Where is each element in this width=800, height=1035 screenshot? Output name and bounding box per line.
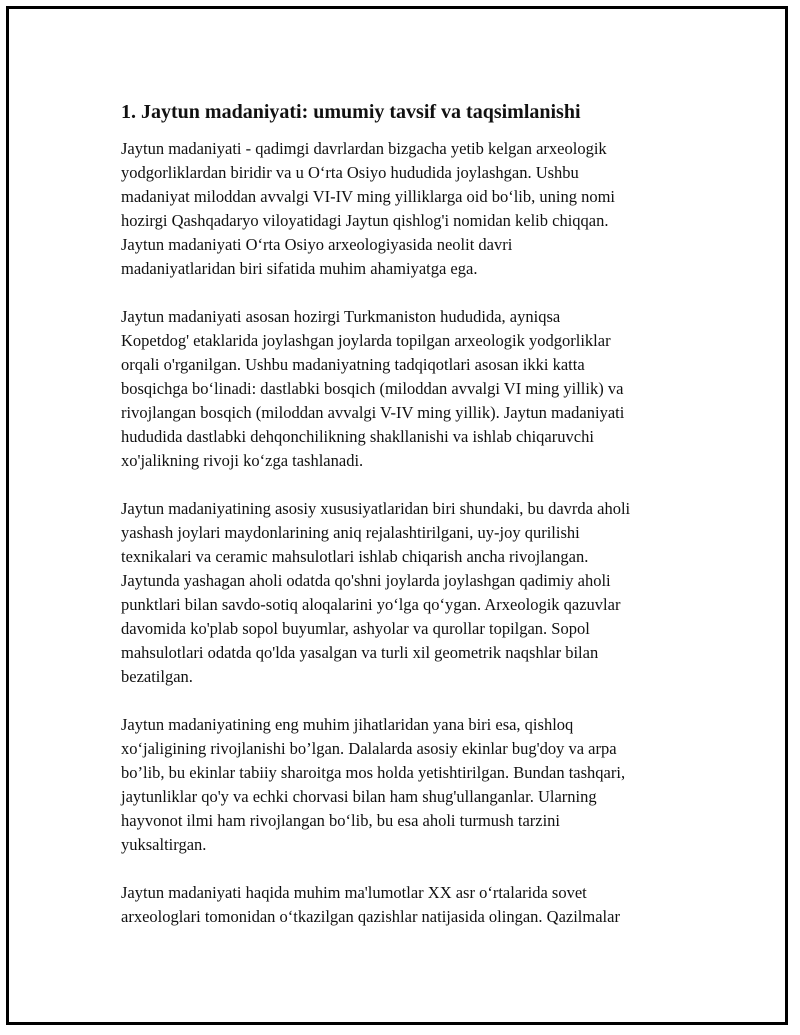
paragraph bbox=[121, 881, 691, 929]
paragraph-line: bosqichga bo‘linadi: dastlabki bosqich (miloddan avvalgi VI ming yillik) va bbox=[121, 379, 624, 398]
paragraph bbox=[121, 497, 691, 689]
paragraph-line: hayvonot ilmi ham rivojlangan bo‘lib, bu esa aholi turmush tarzini bbox=[121, 811, 560, 830]
paragraph-line: yuksaltirgan. bbox=[121, 835, 207, 854]
paragraph bbox=[121, 137, 691, 281]
paragraph bbox=[121, 713, 691, 857]
paragraph-line: jaytunliklar qo'y va echki chorvasi bilan ham shug'ullanganlar. Ularning bbox=[121, 787, 597, 806]
paragraph-line: bo’lib, bu ekinlar tabiiy sharoitga mos holda yetishtirilgan. Bundan tashqari, bbox=[121, 763, 626, 782]
paragraph-line: Kopetdog' etaklarida joylashgan joylarda topilgan arxeologik yodgorliklar bbox=[121, 331, 611, 350]
paragraph-line: xo'jalikning rivoji ko‘zga tashlanadi. bbox=[121, 451, 364, 470]
document-page bbox=[6, 6, 788, 1025]
paragraph-line: orqali o'rganilgan. Ushbu madaniyatning tadqiqotlari asosan ikki katta bbox=[121, 355, 585, 374]
paragraph-line: rivojlangan bosqich (miloddan avvalgi V-IV ming yillik). Jaytun madaniyati bbox=[121, 403, 625, 422]
paragraph-line: mahsulotlari odatda qo'lda yasalgan va turli xil geometrik naqshlar bilan bbox=[121, 643, 599, 662]
paragraph-line: Jaytun madaniyati asosan hozirgi Turkmaniston hududida, ayniqsa bbox=[121, 307, 561, 326]
paragraph-line: punktlari bilan savdo-sotiq aloqalarini yo‘lga qo‘ygan. Arxeologik qazuvlar bbox=[121, 595, 621, 614]
paragraph-line: arxeologlari tomonidan o‘tkazilgan qazishlar natijasida olingan. Qazilmalar bbox=[121, 907, 620, 926]
paragraph-line: yashash joylari maydonlarining aniq rejalashtirilgani, uy-joy qurilishi bbox=[121, 523, 580, 542]
paragraph-line: yodgorliklardan biridir va u O‘rta Osiyo hududida joylashgan. Ushbu bbox=[121, 163, 579, 182]
paragraph-line: davomida ko'plab sopol buyumlar, ashyolar va qurollar topilgan. Sopol bbox=[121, 619, 590, 638]
section-title: 1. Jaytun madaniyati: umumiy tavsif va taqsimlanishi bbox=[121, 101, 581, 123]
paragraph-line: bezatilgan. bbox=[121, 667, 193, 686]
paragraph-line: Jaytun madaniyati - qadimgi davrlardan bizgacha yetib kelgan arxeologik bbox=[121, 139, 607, 158]
paragraph-container bbox=[121, 137, 691, 929]
paragraph-line: texnikalari va ceramic mahsulotlari ishlab chiqarish ancha rivojlangan. bbox=[121, 547, 589, 566]
paragraph-line: xo‘jaligining rivojlanishi bo’lgan. Dalalarda asosiy ekinlar bug'doy va arpa bbox=[121, 739, 617, 758]
paragraph-line: Jaytun madaniyatining asosiy xususiyatlaridan biri shundaki, bu davrda aholi bbox=[121, 499, 631, 518]
paragraph-line: madaniyat miloddan avvalgi VI-IV ming yilliklarga oid bo‘lib, uning nomi bbox=[121, 187, 616, 206]
paragraph-line: hududida dastlabki dehqonchilikning shakllanishi va ishlab chiqaruvchi bbox=[121, 427, 594, 446]
paragraph-line: hozirgi Qashqadaryo viloyatidagi Jaytun qishlog'i nomidan kelib chiqqan. bbox=[121, 211, 609, 230]
paragraph-line: Jaytun madaniyati haqida muhim ma'lumotlar XX asr o‘rtalarida sovet bbox=[121, 883, 587, 902]
document-content bbox=[121, 99, 691, 953]
paragraph-line: Jaytunda yashagan aholi odatda qo'shni joylarda joylashgan qadimiy aholi bbox=[121, 571, 611, 590]
paragraph bbox=[121, 305, 691, 473]
paragraph-line: Jaytun madaniyatining eng muhim jihatlaridan yana biri esa, qishloq bbox=[121, 715, 574, 734]
paragraph-line: Jaytun madaniyati O‘rta Osiyo arxeologiyasida neolit davri bbox=[121, 235, 513, 254]
paragraph-line: madaniyatlaridan biri sifatida muhim ahamiyatga ega. bbox=[121, 259, 478, 278]
